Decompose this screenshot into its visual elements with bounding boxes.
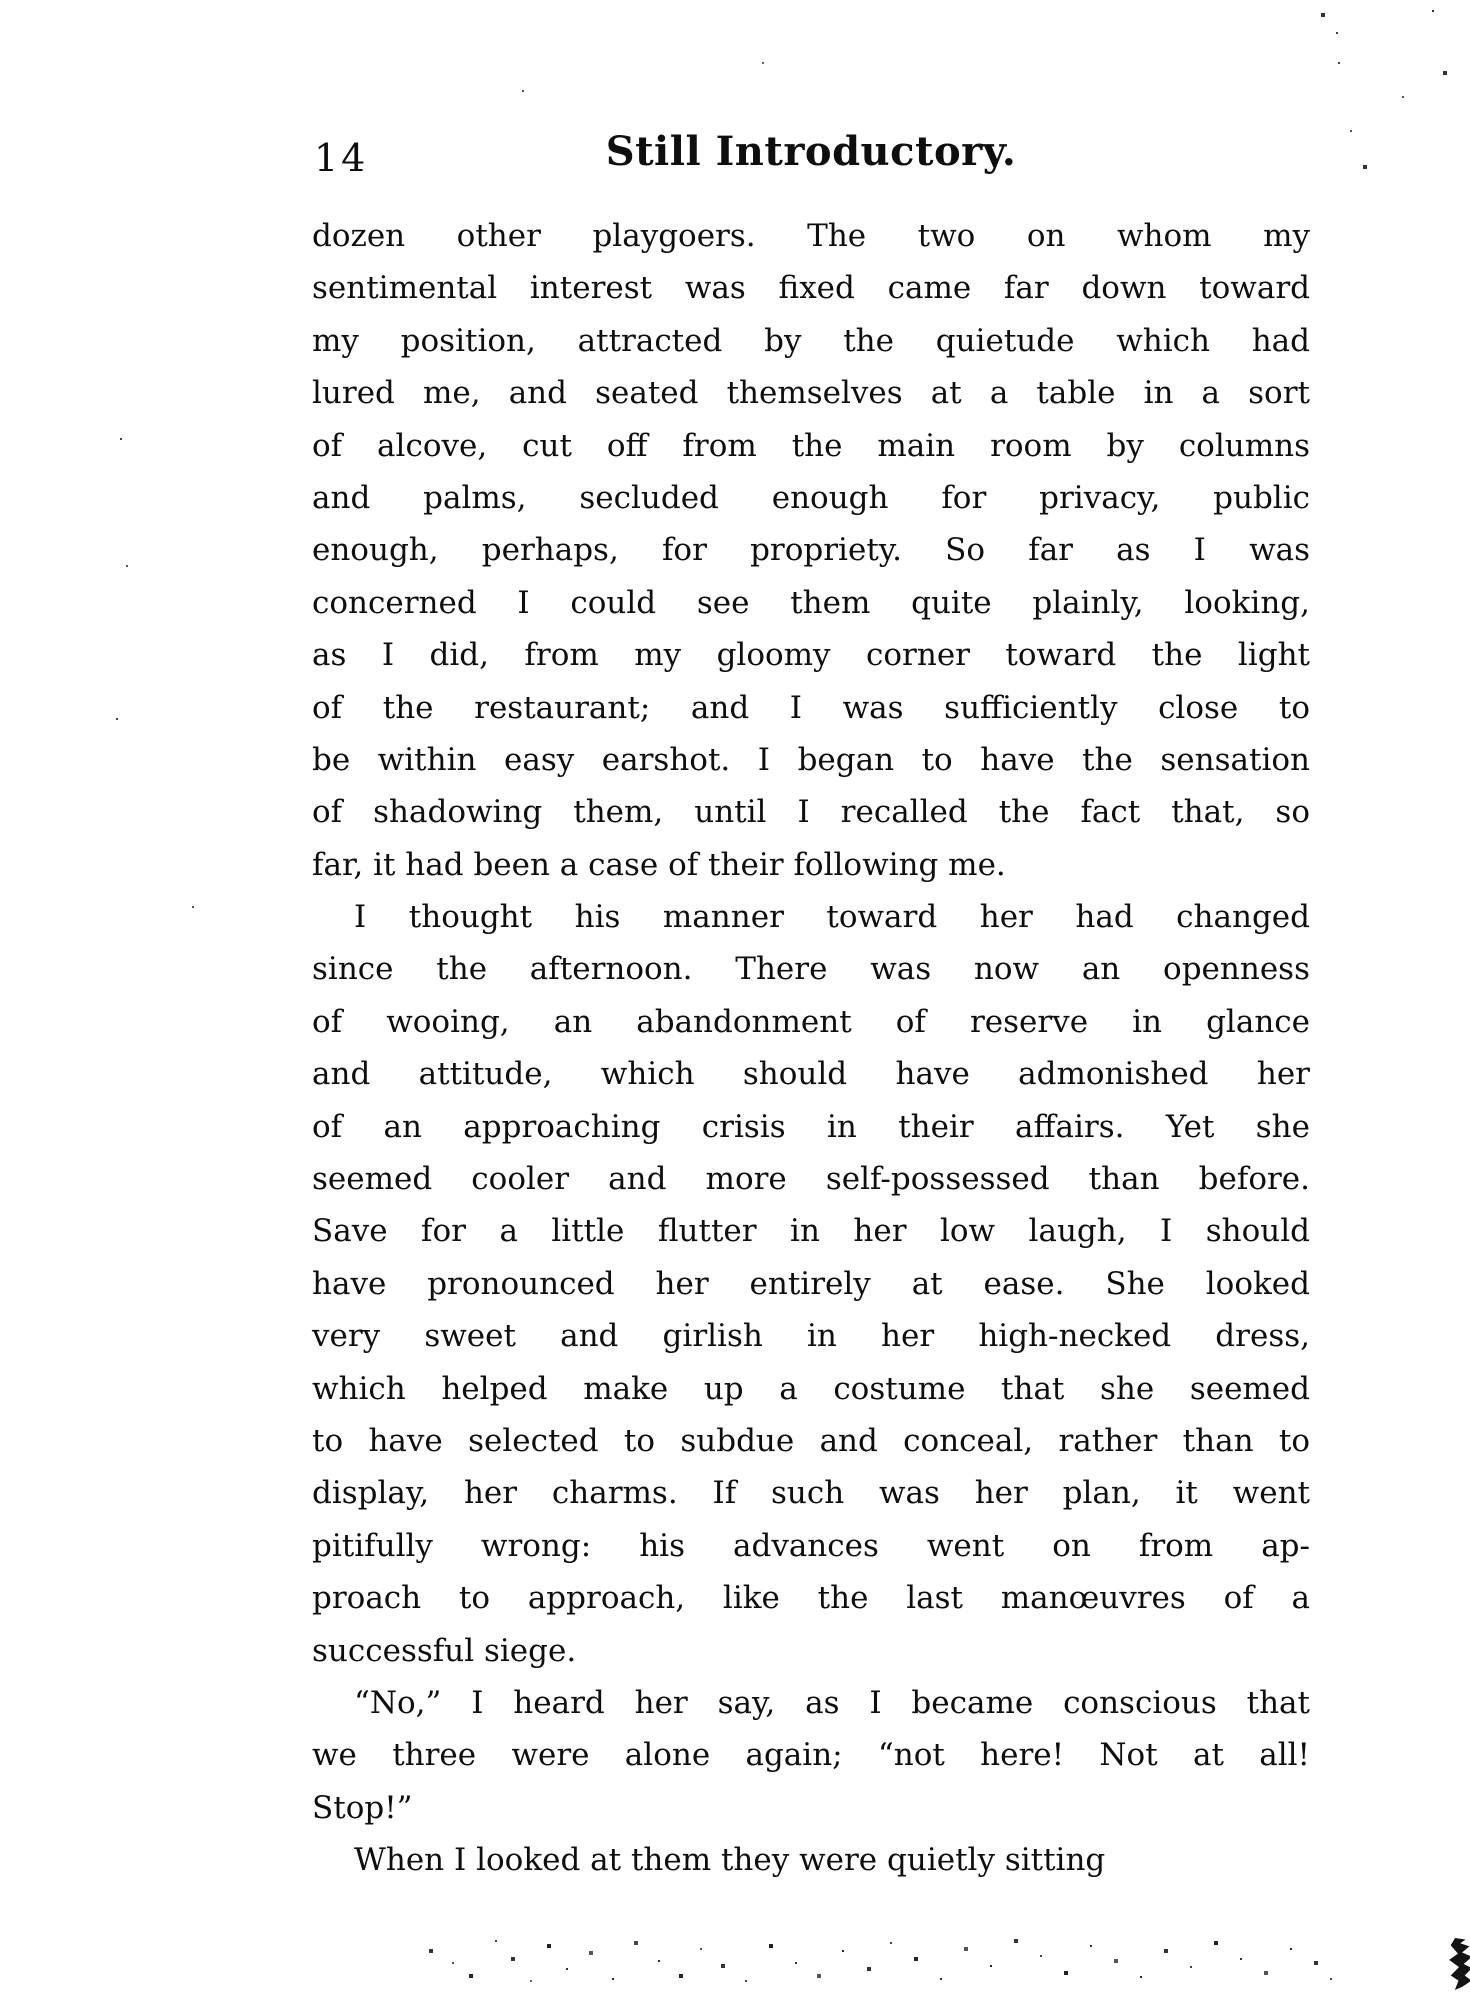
- text-line: lured me, and seated themselves at a table in a sort: [312, 375, 1310, 412]
- scan-edge-mark: [1446, 1938, 1470, 1990]
- text-line: pitifully wrong: his advances went on from ap-: [312, 1527, 1310, 1564]
- text-line: of the restaurant; and I was sufficiently close to: [312, 689, 1310, 726]
- text-line: concerned I could see them quite plainly, looking,: [312, 584, 1310, 621]
- text-line: proach to approach, like the last manœuvres of a: [312, 1580, 1310, 1617]
- text-line: since the afternoon. There was now an openness: [312, 951, 1310, 988]
- text-line: “No,” I heard her say, as I became conscious that: [354, 1684, 1310, 1721]
- text-line: have pronounced her entirely at ease. She looked: [312, 1265, 1310, 1302]
- text-line: as I did, from my gloomy corner toward the light: [312, 637, 1310, 674]
- text-line: When I looked at them they were quietly sitting: [354, 1842, 1106, 1879]
- text-line: Stop!”: [312, 1789, 413, 1826]
- text-line: of wooing, an abandonment of reserve in glance: [312, 1003, 1310, 1040]
- text-line: enough, perhaps, for propriety. So far as I was: [312, 532, 1310, 569]
- text-line: sentimental interest was fixed came far down toward: [312, 270, 1310, 307]
- text-line: be within easy earshot. I began to have the sensation: [312, 741, 1310, 778]
- text-line: Save for a little flutter in her low laugh, I should: [312, 1213, 1310, 1250]
- text-line: of shadowing them, until I recalled the fact that, so: [312, 794, 1310, 831]
- text-line: far, it had been a case of their following me.: [312, 846, 1006, 883]
- text-line: which helped make up a costume that she seemed: [312, 1370, 1310, 1407]
- page-number: 14: [314, 136, 369, 180]
- running-title: Still Introductory.: [605, 128, 1017, 175]
- text-column: [312, 210, 1310, 1887]
- text-line: and attitude, which should have admonished her: [312, 1056, 1310, 1093]
- text-line: very sweet and girlish in her high-necked dress,: [312, 1318, 1310, 1355]
- text-line: of an approaching crisis in their affairs. Yet she: [312, 1108, 1310, 1145]
- text-line: successful siege.: [312, 1632, 577, 1669]
- running-header: [312, 128, 1310, 188]
- text-line: of alcove, cut off from the main room by columns: [312, 427, 1310, 464]
- text-line: dozen other playgoers. The two on whom my: [312, 218, 1310, 254]
- text-line: display, her charms. If such was her plan, it went: [312, 1475, 1310, 1512]
- text-line: to have selected to subdue and conceal, rather than to: [312, 1422, 1310, 1459]
- scan-noise: [0, 0, 2, 2]
- text-line: I thought his manner toward her had changed: [354, 899, 1310, 936]
- text-line: seemed cooler and more self-possessed than before.: [312, 1161, 1310, 1198]
- text-line: my position, attracted by the quietude which had: [312, 322, 1310, 359]
- text-line: and palms, secluded enough for privacy, public: [312, 479, 1310, 516]
- text-line: we three were alone again; “not here! Not at all!: [312, 1737, 1310, 1774]
